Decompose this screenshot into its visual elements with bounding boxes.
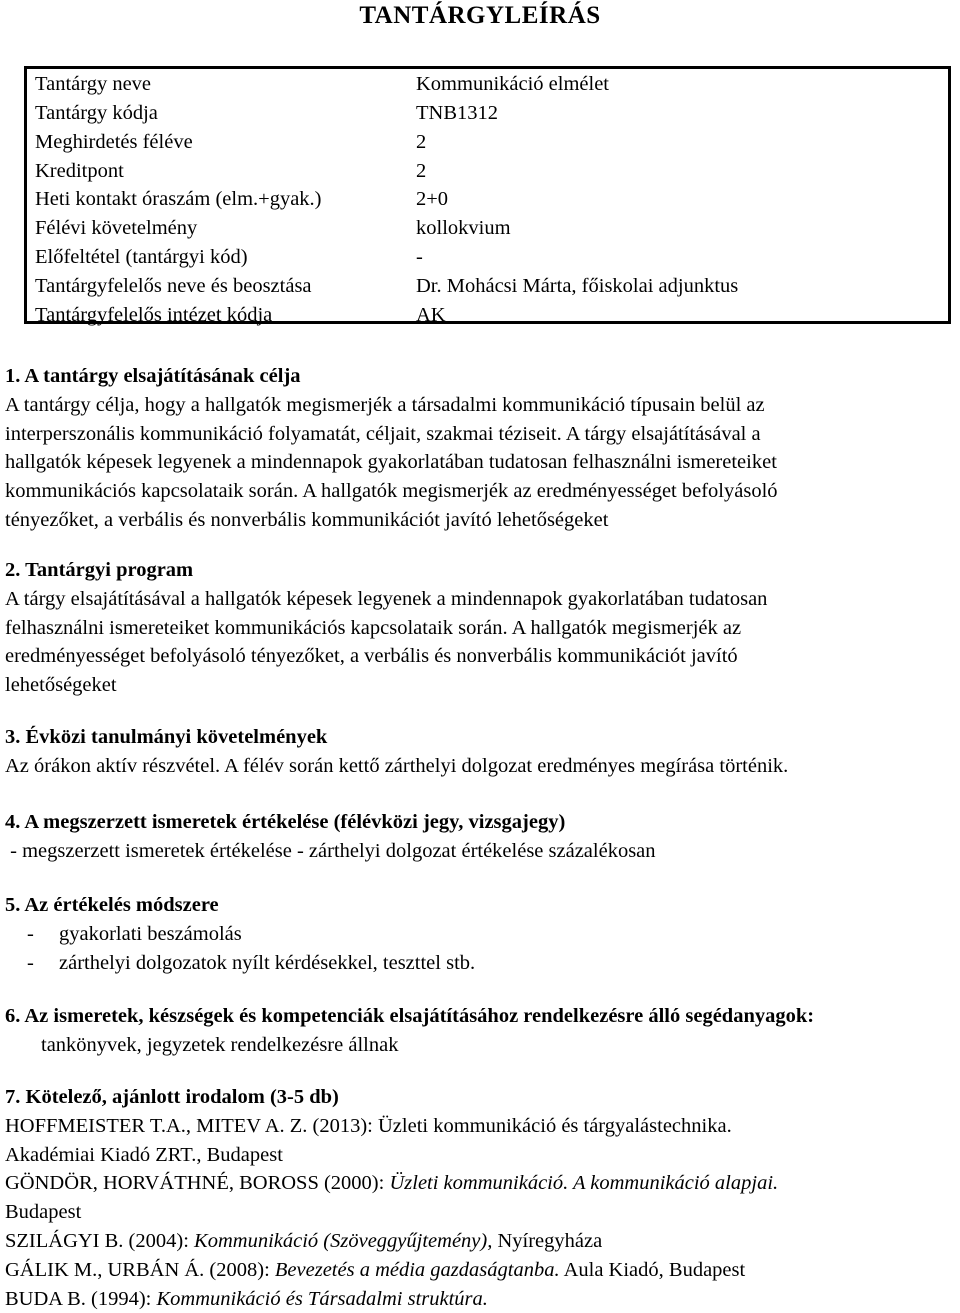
info-value: AK — [416, 304, 446, 326]
reference-authors: BUDA B. (1994): — [5, 1287, 157, 1310]
section-goal — [5, 362, 955, 535]
info-label: Tantárgy neve — [35, 73, 152, 95]
reference-line: Akadémiai Kiadó ZRT., Budapest — [5, 1143, 283, 1166]
reference-line — [5, 1227, 955, 1256]
reference-title: Kommunikáció és Társadalmi struktúra. — [156, 1287, 488, 1310]
info-row — [35, 301, 935, 330]
paragraph-line: - megszerzett ismeretek értékelése - zárthelyi dolgozat értékelése százalékosan — [5, 839, 656, 862]
reference-authors: SZILÁGYI B. (2004): — [5, 1229, 195, 1252]
list-item: - gyakorlati beszámolás — [27, 922, 242, 945]
section-program — [5, 556, 955, 700]
paragraph-line: tankönyvek, jegyzetek rendelkezésre állnak — [41, 1033, 399, 1056]
section-heading: 2. Tantárgyi program — [5, 559, 194, 581]
list-item-text: gyakorlati beszámolás — [59, 922, 242, 945]
info-label: Kreditpont — [35, 160, 124, 182]
list-item-text: zárthelyi dolgozatok nyílt kérdésekkel, teszttel stb. — [59, 951, 476, 974]
document-title: TANTÁRGYLEÍRÁS — [359, 2, 601, 29]
paragraph-line: Az órákon aktív részvétel. A félév során kettő zárthelyi dolgozat eredményes megírása történik. — [5, 754, 789, 777]
info-label: Félévi követelmény — [35, 217, 198, 239]
section-heading: 3. Évközi tanulmányi követelmények — [5, 726, 328, 748]
paragraph-line: kommunikációs kapcsolataik során. A hallgatók megismerjék az eredményességet befolyásoló — [5, 480, 778, 503]
info-value: 2+0 — [416, 188, 449, 210]
reference-title: Üzleti kommunikáció. A kommunikáció alapjai. — [389, 1172, 779, 1195]
reference-publisher: Nyíregyháza — [492, 1229, 603, 1252]
paragraph-line: lehetőségeket — [5, 674, 117, 697]
info-row — [35, 128, 935, 157]
info-row — [35, 214, 935, 243]
info-value: kollokvium — [416, 217, 511, 239]
section-heading: 7. Kötelező, ajánlott irodalom (3-5 db) — [5, 1086, 339, 1108]
section-method — [5, 891, 955, 977]
info-value: - — [416, 246, 423, 268]
info-row — [35, 185, 935, 214]
info-value: Dr. Mohácsi Márta, főiskolai adjunktus — [416, 275, 739, 297]
info-row — [35, 272, 935, 301]
paragraph-line: felhasználni ismereteiket kommunikációs kapcsolataik során. A hallgatók megismerjék az — [5, 616, 742, 639]
course-info-table — [24, 66, 951, 324]
info-value: TNB1312 — [416, 102, 498, 124]
paragraph-line: A tárgy elsajátításával a hallgatók képesek legyenek a mindennapok gyakorlatában tudatosan — [5, 587, 768, 610]
info-row — [35, 70, 935, 99]
reference-publisher: Aula Kiadó, Budapest — [559, 1258, 746, 1281]
section-heading: 6. Az ismeretek, készségek és kompetenciák elsajátításához rendelkezésre álló segédanyagok: — [5, 1005, 815, 1027]
list-item: - zárthelyi dolgozatok nyílt kérdésekkel, teszttel stb. — [27, 951, 476, 974]
reference-line — [5, 1256, 955, 1285]
info-value: 2 — [416, 131, 427, 153]
reference-line: Budapest — [5, 1201, 82, 1224]
reference-title: Bevezetés a média gazdaságtanba. — [274, 1258, 560, 1281]
paragraph-line: eredményességet befolyásoló tényezőket, a verbális és nonverbális kommunikációt javító — [5, 645, 738, 668]
info-value: 2 — [416, 160, 427, 182]
paragraph-line: hallgatók képesek legyenek a mindennapok gyakorlatában tudatosan felhasználni ismereteiket — [5, 451, 777, 474]
paragraph-line: tényezőket, a verbális és nonverbális kommunikációt javító lehetőségeket — [5, 508, 609, 531]
section-heading: 4. A megszerzett ismeretek értékelése (félévközi jegy, vizsgajegy) — [5, 811, 566, 833]
section-assessment — [5, 808, 955, 866]
info-row — [35, 99, 935, 128]
section-heading: 1. A tantárgy elsajátításának célja — [5, 365, 301, 387]
info-label: Meghirdetés féléve — [35, 131, 193, 153]
info-label: Tantárgy kódja — [35, 102, 158, 124]
reference-authors: GÁLIK M., URBÁN Á. (2008): — [5, 1258, 275, 1281]
info-label: Tantárgyfelelős intézet kódja — [35, 304, 273, 326]
paragraph-line: A tantárgy célja, hogy a hallgatók megismerjék a társadalmi kommunikáció típusain belül az — [5, 393, 765, 416]
reference-line: HOFFMEISTER T.A., MITEV A. Z. (2013): Üzleti kommunikáció és tárgyalástechnika. — [5, 1114, 732, 1137]
section-materials — [5, 1002, 955, 1060]
info-row — [35, 243, 935, 272]
info-value: Kommunikáció elmélet — [416, 73, 609, 95]
info-label: Heti kontakt óraszám (elm.+gyak.) — [35, 188, 322, 210]
info-row — [35, 157, 935, 186]
info-label: Előfeltétel (tantárgyi kód) — [35, 246, 248, 268]
reference-line — [5, 1285, 955, 1313]
reference-line — [5, 1169, 955, 1198]
reference-authors: GÖNDÖR, HORVÁTHNÉ, BOROSS (2000): — [5, 1172, 390, 1195]
paragraph-line: interperszonális kommunikáció folyamatát, céljait, szakmai téziseit. A tárgy elsajátításával a — [5, 422, 761, 445]
info-label: Tantárgyfelelős neve és beosztása — [35, 275, 312, 297]
section-heading: 5. Az értékelés módszere — [5, 894, 219, 916]
reference-title: Kommunikáció (Szöveggyűjtemény), — [194, 1229, 493, 1252]
section-literature — [5, 1083, 955, 1313]
section-requirements — [5, 723, 955, 781]
